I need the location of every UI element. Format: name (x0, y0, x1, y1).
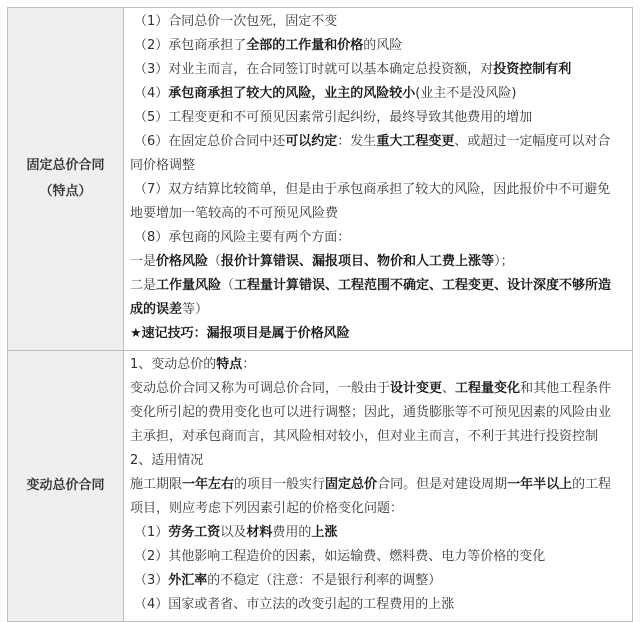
bold-text: 工作量风险 (156, 278, 222, 293)
text: 项目，则应考虑下列因素引起的价格变化问题： (130, 501, 404, 516)
text: （4） (134, 86, 169, 101)
bold-text: 成的误差 (130, 302, 183, 317)
content-line (130, 58, 626, 82)
text: 、 (442, 381, 456, 396)
bold-text: 投资控制有利 (493, 62, 572, 77)
content-line (130, 545, 626, 569)
content-line (130, 521, 626, 545)
text: 变动总价合同又称为可调总价合同，一般由于 (130, 381, 391, 396)
text: （1） (134, 525, 169, 540)
row-label-line: 固定总价合同 (26, 158, 105, 173)
row-label-line: （特点） (39, 184, 92, 199)
bold-text: 材料 (246, 525, 273, 540)
text: （3）对业主而言，在合同签订时就可以基本确定总投资额，对 (134, 62, 494, 77)
text: 变化所引起的费用变化也可以进行调整；因此，通货膨胀等不可预见因素的风险由业 (130, 405, 612, 420)
text: 的项目一般实行 (234, 477, 326, 492)
text: 主承担，对承包商而言，其风险相对较小，但对业主而言，不利于其进行投资控制 (130, 429, 599, 444)
bold-text: 重大工程变更 (376, 134, 455, 149)
bold-text: 工程量变化 (455, 381, 521, 396)
row-label-variable-total-price (8, 351, 124, 622)
content-line (130, 202, 626, 226)
text: 和其他工程条件 (520, 381, 612, 396)
content-line (130, 449, 626, 473)
content-line (130, 226, 626, 250)
text: 二是 (130, 278, 157, 293)
content-line (130, 401, 626, 425)
bold-text: 全部的工作量和价格 (246, 38, 364, 53)
bold-text: 外汇率 (168, 573, 208, 588)
bold-text: 劳务工资 (168, 525, 221, 540)
text: 的不稳定（注意：不是银行利率的调整） (207, 573, 442, 588)
text: （4）国家或者省、市立法的改变引起的工程费用的上涨 (134, 597, 455, 612)
contract-comparison-table (7, 7, 633, 622)
table-row-variable-total-price (8, 351, 633, 622)
content-line (130, 322, 626, 346)
text: （ (221, 278, 235, 293)
text: 的工程 (572, 477, 612, 492)
content-line (130, 106, 626, 130)
bold-text: 上涨 (311, 525, 338, 540)
row-label-fixed-total-price (8, 8, 124, 351)
text: (业主不是没风险) (415, 86, 517, 101)
text: 的风险 (363, 38, 403, 53)
content-line (130, 154, 626, 178)
content-line (130, 497, 626, 521)
content-line (130, 82, 626, 106)
text: 一是 (130, 254, 157, 269)
content-line (130, 473, 626, 497)
text: 同价格调整 (130, 158, 196, 173)
row-label-line: 变动总价合同 (26, 478, 105, 493)
text: （6）在固定总价合同中还 (134, 134, 286, 149)
text: 施工期限 (130, 477, 183, 492)
text: （5）工程变更和不可预见因素常引起纠纷，最终导致其他费用的增加 (134, 110, 533, 125)
text: 1、变动总价的 (130, 357, 217, 372)
text: 以及 (220, 525, 247, 540)
text: （3） (134, 573, 169, 588)
row-content-fixed-total-price (124, 8, 633, 351)
content-line (130, 130, 626, 154)
bold-text: 一年半以上 (507, 477, 573, 492)
content-line (130, 34, 626, 58)
text: （8）承包商的风险主要有两个方面： (134, 230, 351, 245)
text: 地要增加一笔较高的不可预见风险费 (130, 206, 339, 221)
content-line (130, 274, 626, 298)
text: （ (208, 254, 222, 269)
content-line (130, 569, 626, 593)
text: （2）承包商承担了 (134, 38, 247, 53)
row-content-variable-total-price (124, 351, 633, 622)
text: （7）双方结算比较简单，但是由于承包商承担了较大的风险，因此报价中不可避免 (134, 182, 611, 197)
content-line (130, 250, 626, 274)
content-line (130, 353, 626, 377)
text: 费用的 (272, 525, 312, 540)
table-row-fixed-total-price (8, 8, 633, 351)
text: ： (242, 357, 256, 372)
bold-text: 一年左右 (182, 477, 235, 492)
text: （2）其他影响工程造价的因素，如运输费、燃料费、电力等价格的变化 (134, 549, 546, 564)
text: ）； (494, 254, 514, 269)
text: 等） (182, 302, 209, 317)
content-line (130, 425, 626, 449)
bold-text: 固定总价 (325, 477, 378, 492)
bold-text: 特点 (216, 357, 243, 372)
content-line (130, 298, 626, 322)
bold-text: 可以约定 (285, 134, 338, 149)
bold-text: ★速记技巧：漏报项目是属于价格风险 (130, 326, 350, 341)
content-line (130, 178, 626, 202)
bold-text: 设计变更 (390, 381, 443, 396)
bold-text: 价格风险 (156, 254, 209, 269)
bold-text: 报价计算错误、漏报项目、物价和人工费上涨等 (221, 254, 495, 269)
text: 合同。但是对建设周期 (377, 477, 508, 492)
text: 2、适用情况 (130, 453, 204, 468)
text: 、或超过一定幅度可以对合 (454, 134, 611, 149)
bold-text: 工程量计算错误、工程范围不确定、工程变更、设计深度不够所造 (234, 278, 612, 293)
content-line (130, 377, 626, 401)
bold-text: 承包商承担了较大的风险，业主的风险较小 (168, 86, 416, 101)
text: ：发生 (337, 134, 377, 149)
text: （1）合同总价一次包死，固定不变 (134, 14, 338, 29)
content-line (130, 10, 626, 34)
content-line (130, 593, 626, 617)
